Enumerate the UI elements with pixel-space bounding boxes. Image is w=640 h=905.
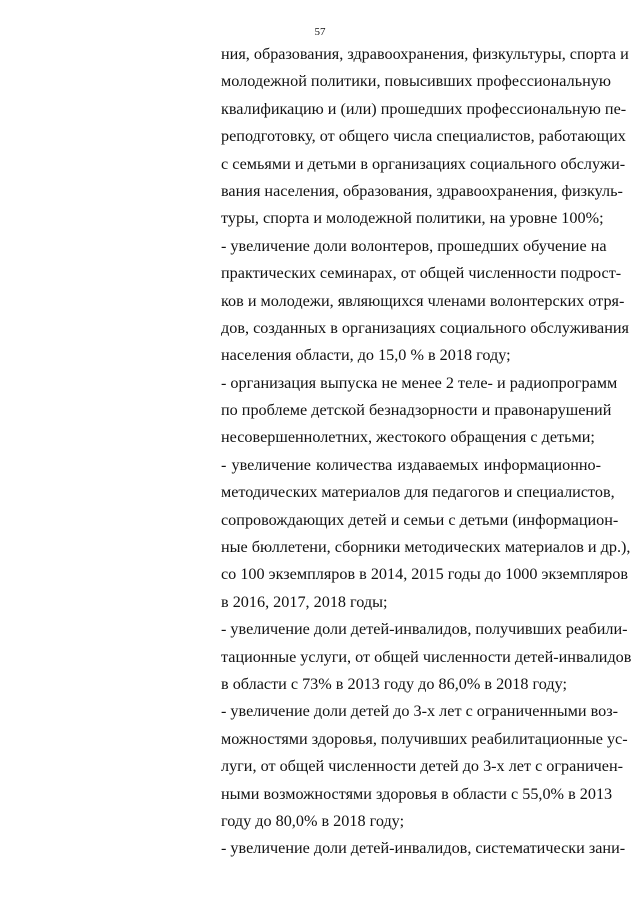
text-line: с семьями и детьми в организациях социального обслужи- <box>221 154 626 173</box>
text-line: в области с 73% в 2013 году до 86,0% в 2018 году; <box>221 674 567 693</box>
text-line: - увеличение доли детей-инвалидов, получивших реабили- <box>221 620 628 639</box>
text-line: можностями здоровья, получивших реабилитационные ус- <box>221 729 628 748</box>
document-body <box>221 41 632 863</box>
page-number: 57 <box>314 26 326 38</box>
text-line: молодежной политики, повысивших профессиональную <box>221 72 611 91</box>
text-line: в 2016, 2017, 2018 годы; <box>221 592 388 611</box>
text-line: реподготовку, от общего числа специалистов, работающих <box>221 127 626 146</box>
text-line: году до 80,0% в 2018 году; <box>221 811 405 830</box>
text-line: ния, образования, здравоохранения, физкультуры, спорта и <box>221 45 629 63</box>
text-line: - увеличение доли детей до 3-х лет с ограниченными воз- <box>221 702 619 721</box>
text-line: вания населения, образования, здравоохранения, физкуль- <box>221 181 623 200</box>
text-line: по проблеме детской безнадзорности и правонарушений <box>221 401 612 420</box>
text-line: ные бюллетени, сборники методических материалов и др.), <box>221 538 631 557</box>
text-line: - увеличение доли волонтеров, прошедших обучение на <box>221 236 607 255</box>
text-line: со 100 экземпляров в 2014, 2015 годы до 1000 экземпляров <box>221 565 628 584</box>
text-line: луги, от общей численности детей до 3-х лет с ограничен- <box>221 757 624 776</box>
text-line: туры, спорта и молодежной политики, на уровне 100%; <box>221 209 604 228</box>
text-line: тационные услуги, от общей численности детей-инвалидов <box>221 647 632 666</box>
text-line: практических семинарах, от общей численности подрост- <box>221 264 622 283</box>
text-line: - организация выпуска не менее 2 теле- и радиопрограмм <box>221 373 618 392</box>
text-line: квалификацию и (или) прошедших профессиональную пе- <box>221 99 627 118</box>
text-line: населения области, до 15,0 % в 2018 году; <box>221 346 511 365</box>
text-line: - увеличение количества издаваемых информационно- <box>221 455 601 474</box>
text-line: сопровождающих детей и семьи с детьми (информацион- <box>221 510 619 529</box>
text-line: дов, созданных в организациях социального обслуживания <box>221 318 629 337</box>
text-line: ными возможностями здоровья в области с 55,0% в 2013 <box>221 784 613 803</box>
text-line: несовершеннолетних, жестокого обращения с детьми; <box>221 428 595 447</box>
text-line: - увеличение доли детей-инвалидов, систематически зани- <box>221 839 626 858</box>
text-line: методических материалов для педагогов и специалистов, <box>221 483 615 502</box>
text-line: ков и молодежи, являющихся членами волонтерских отря- <box>221 291 625 310</box>
